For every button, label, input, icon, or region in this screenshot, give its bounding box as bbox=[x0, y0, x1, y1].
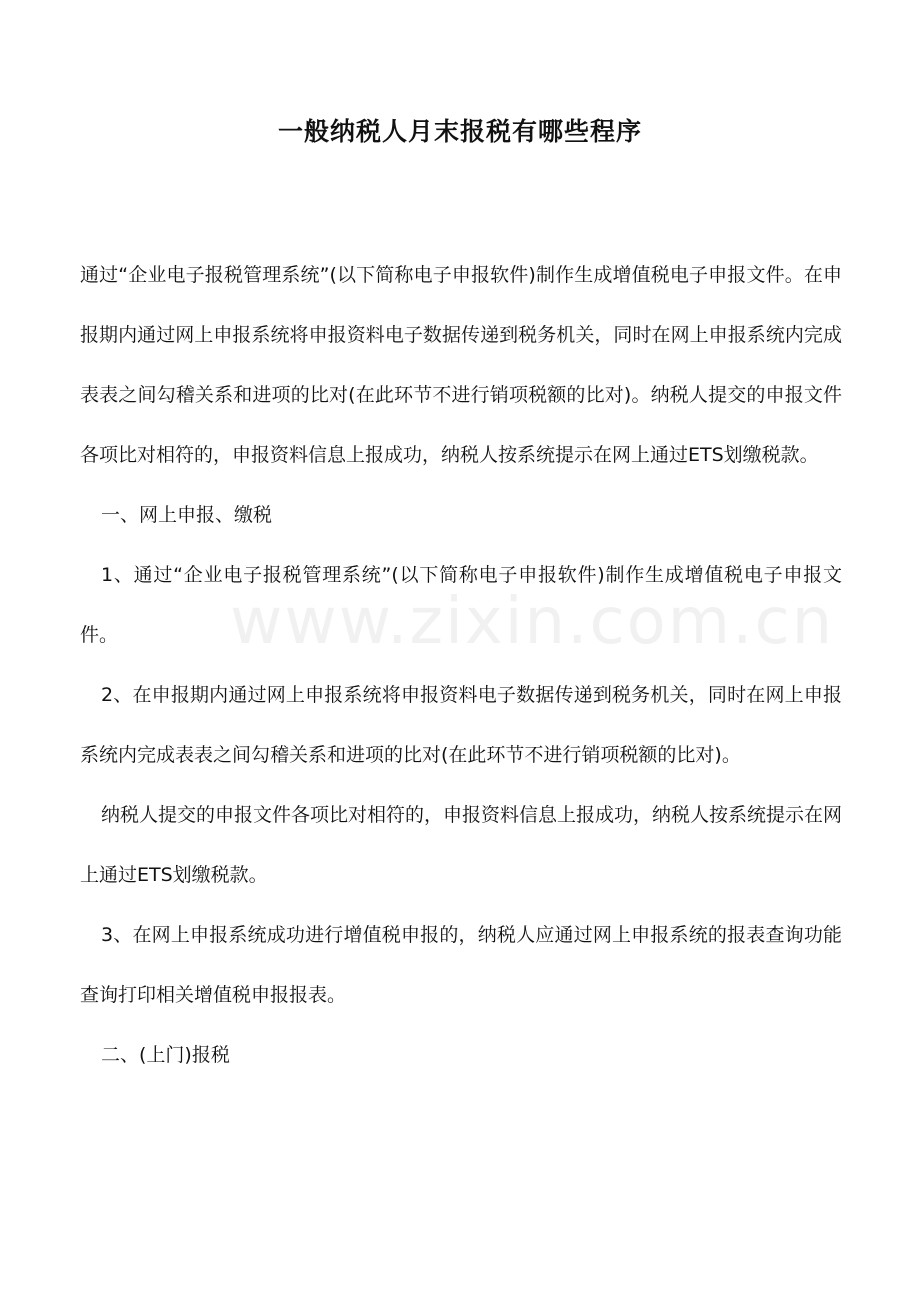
paragraph-step-1: 1、通过“企业电子报税管理系统”(以下简称电子申报软件)制作生成增值税电子申报文件。 bbox=[80, 564, 842, 646]
watermark: www.zixin.com.cn bbox=[230, 585, 835, 659]
paragraph-payment: 纳税人提交的申报文件各项比对相符的，申报资料信息上报成功，纳税人按系统提示在网上通过ETS划缴税款。 bbox=[80, 804, 843, 886]
document-body bbox=[80, 245, 842, 1085]
page-title: 一般纳税人月末报税有哪些程序 bbox=[277, 117, 642, 146]
paragraph-intro: 通过“企业电子报税管理系统”(以下简称电子申报软件)制作生成增值税电子申报文件。在申报期内通过网上申报系统将申报资料电子数据传递到税务机关，同时在网上申报系统内完成表表之间勾稽关系和进项的比对(在此环节不进行销项税额的比对)。纳税人提交的申报文件各项比对相符的，申报资料信息上报成功，纳税人按系统提示在网上通过ETS划缴税款。 bbox=[80, 264, 842, 466]
paragraph-step-3: 3、在网上申报系统成功进行增值税申报的，纳税人应通过网上申报系统的报表查询功能查询打印相关增值税申报报表。 bbox=[80, 924, 842, 1006]
section-heading-online-filing: 一、网上申报、缴税 bbox=[101, 504, 273, 526]
paragraph-step-2: 2、在申报期内通过网上申报系统将申报资料电子数据传递到税务机关，同时在网上申报系统内完成表表之间勾稽关系和进项的比对(在此环节不进行销项税额的比对)。 bbox=[80, 684, 842, 766]
section-heading-onsite-filing: 二、(上门)报税 bbox=[101, 1044, 230, 1066]
